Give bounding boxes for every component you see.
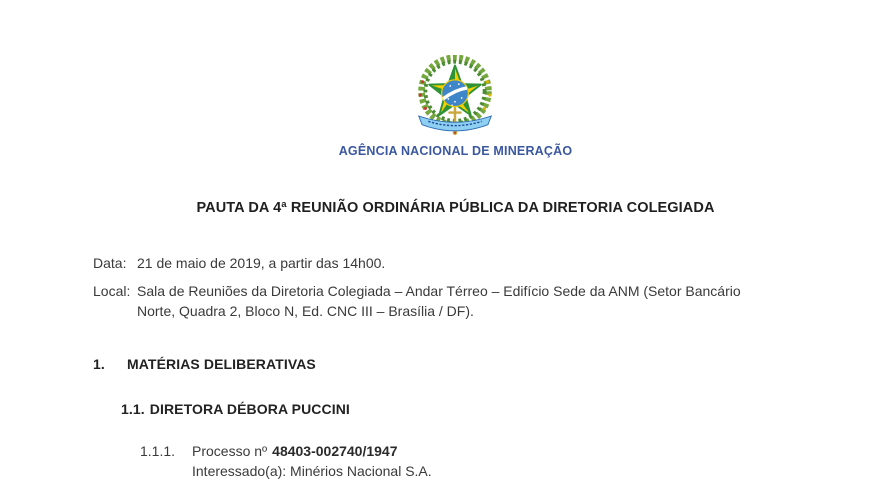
process-number: 48403-002740/1947 [272,443,398,459]
location-row [93,281,782,321]
subsection-heading-label: DIRETORA DÉBORA PUCCINI [149,401,350,417]
section-number: 1. [93,356,105,372]
agenda-item-number: 1.1.1. [140,443,176,459]
subsection-number: 1.1. [121,401,145,417]
process-label: Processo nº [192,443,268,459]
subsection-heading-diretora-debora-puccini [121,401,350,417]
process-line [192,442,812,462]
section-heading-label: MATÉRIAS DELIBERATIVAS [127,356,316,372]
date-label: Data: [93,255,127,271]
date-value: 21 de maio de 2019, a partir das 14h00. [137,255,386,271]
location-label: Local: [93,283,131,299]
agenda-item [140,442,812,480]
interested-line: Interessado(a): Minérios Nacional S.A. [192,462,432,479]
location-value: Sala de Reuniões da Diretoria Colegiada – Andar Térreo – Edifício Sede da ANM (Setor Bancário Norte, Quadra 2, Bloco N, Ed. CNC III – Brasília / DF). [137,283,741,319]
date-row [93,253,782,273]
brazil-coat-of-arms-icon [407,55,503,139]
section-heading-materias-deliberativas [93,356,316,372]
document-title: PAUTA DA 4ª REUNIÃO ORDINÁRIA PÚBLICA DA DIRETORIA COLEGIADA [196,200,715,216]
agency-name: AGÊNCIA NACIONAL DE MINERAÇÃO [338,144,573,158]
agenda-item-body [192,442,812,480]
